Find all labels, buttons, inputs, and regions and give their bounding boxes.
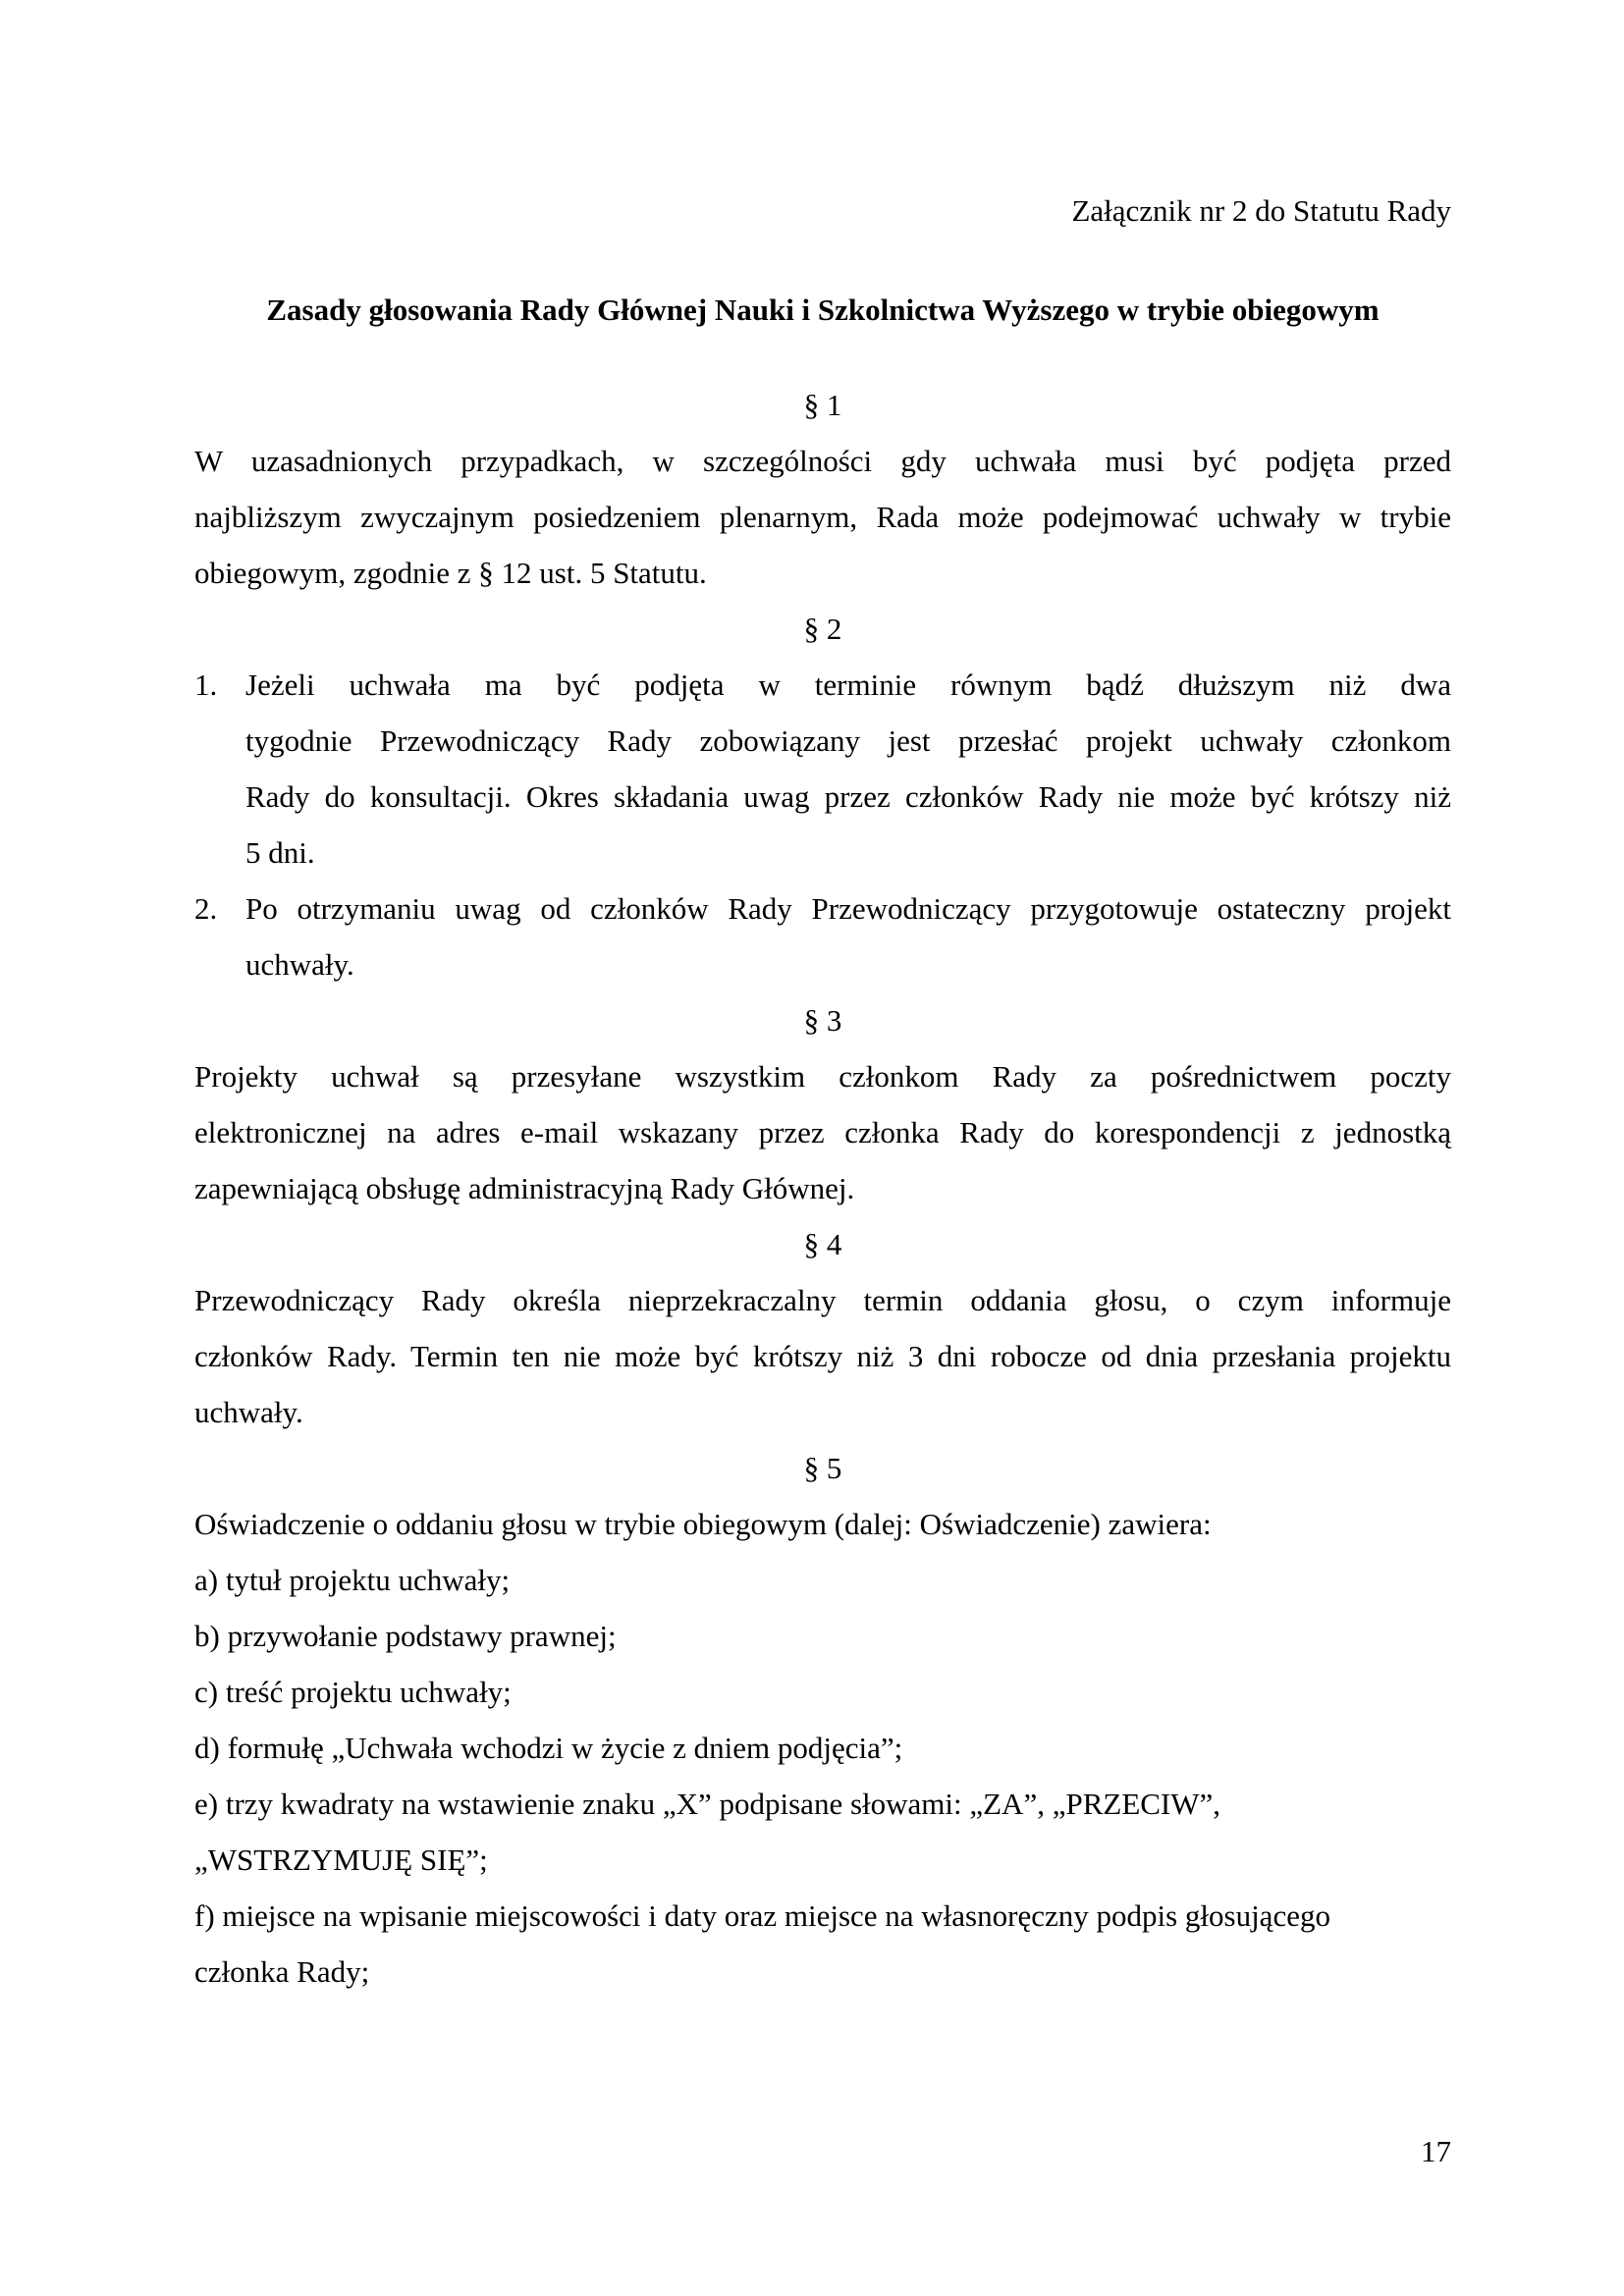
section-mark-5: § 5 bbox=[803, 1451, 842, 1485]
body-line: W uzasadnionych przypadkach, w szczególności gdy uchwała musi być podjęta przed bbox=[194, 444, 1451, 478]
body-line: Przewodniczący Rady określa nieprzekraczalny termin oddania głosu, o czym informuje bbox=[194, 1283, 1451, 1317]
list-line: Rady do konsultacji. Okres składania uwag przez członków Rady nie może być krótszy niż bbox=[245, 779, 1451, 814]
body-line: Projekty uchwał są przesyłane wszystkim członkom Rady za pośrednictwem poczty bbox=[194, 1059, 1451, 1094]
body-line: członków Rady. Termin ten nie może być krótszy niż 3 dni robocze od dnia przesłania projektu bbox=[194, 1339, 1451, 1373]
letter-item-d: d) formułę „Uchwała wchodzi w życie z dniem podjęcia”; bbox=[194, 1731, 903, 1765]
section-mark-2: § 2 bbox=[803, 612, 842, 646]
list-line: uchwały. bbox=[245, 947, 354, 982]
letter-item-c: c) treść projektu uchwały; bbox=[194, 1675, 512, 1709]
letter-item-b: b) przywołanie podstawy prawnej; bbox=[194, 1619, 617, 1653]
list-number: 2. bbox=[194, 891, 218, 926]
document-title: Zasady głosowania Rady Głównej Nauki i Szkolnictwa Wyższego w trybie obiegowym bbox=[266, 293, 1380, 327]
list-line: tygodnie Przewodniczący Rady zobowiązany jest przesłać projekt uchwały członkom bbox=[245, 723, 1451, 758]
list-line: 5 dni. bbox=[245, 835, 315, 870]
letter-item-e: e) trzy kwadraty na wstawienie znaku „X” podpisane słowami: „ZA”, „PRZECIW”, bbox=[194, 1787, 1221, 1821]
list-number: 1. bbox=[194, 667, 218, 702]
body-line: elektronicznej na adres e-mail wskazany przez członka Rady do korespondencji z jednostką bbox=[194, 1115, 1451, 1149]
body-line: zapewniającą obsługę administracyjną Rady Głównej. bbox=[194, 1171, 855, 1205]
page-number: 17 bbox=[1421, 2134, 1451, 2168]
section-mark-1: § 1 bbox=[803, 388, 842, 422]
body-line: Oświadczenie o oddaniu głosu w trybie obiegowym (dalej: Oświadczenie) zawiera: bbox=[194, 1507, 1212, 1541]
letter-item-a: a) tytuł projektu uchwały; bbox=[194, 1563, 511, 1597]
list-line: Jeżeli uchwała ma być podjęta w terminie równym bądź dłuższym niż dwa bbox=[245, 667, 1451, 702]
annex-note: Załącznik nr 2 do Statutu Rady bbox=[1071, 193, 1451, 228]
body-line: uchwały. bbox=[194, 1395, 303, 1429]
letter-item-f-cont: członka Rady; bbox=[194, 1954, 370, 1989]
list-item bbox=[194, 881, 1451, 936]
list-line: Po otrzymaniu uwag od członków Rady Przewodniczący przygotowuje ostateczny projekt bbox=[245, 891, 1451, 926]
body-line: najbliższym zwyczajnym posiedzeniem plenarnym, Rada może podejmować uchwały w trybie bbox=[194, 500, 1451, 534]
section-mark-3: § 3 bbox=[803, 1003, 842, 1038]
letter-item-f: f) miejsce na wpisanie miejscowości i daty oraz miejsce na własnoręczny podpis głosującego bbox=[194, 1898, 1330, 1933]
body-line: obiegowym, zgodnie z § 12 ust. 5 Statutu. bbox=[194, 556, 707, 590]
list-item bbox=[194, 657, 1451, 713]
section-mark-4: § 4 bbox=[803, 1227, 842, 1261]
letter-item-e-cont: „WSTRZYMUJĘ SIĘ”; bbox=[194, 1842, 488, 1877]
document-content bbox=[194, 183, 1451, 2000]
